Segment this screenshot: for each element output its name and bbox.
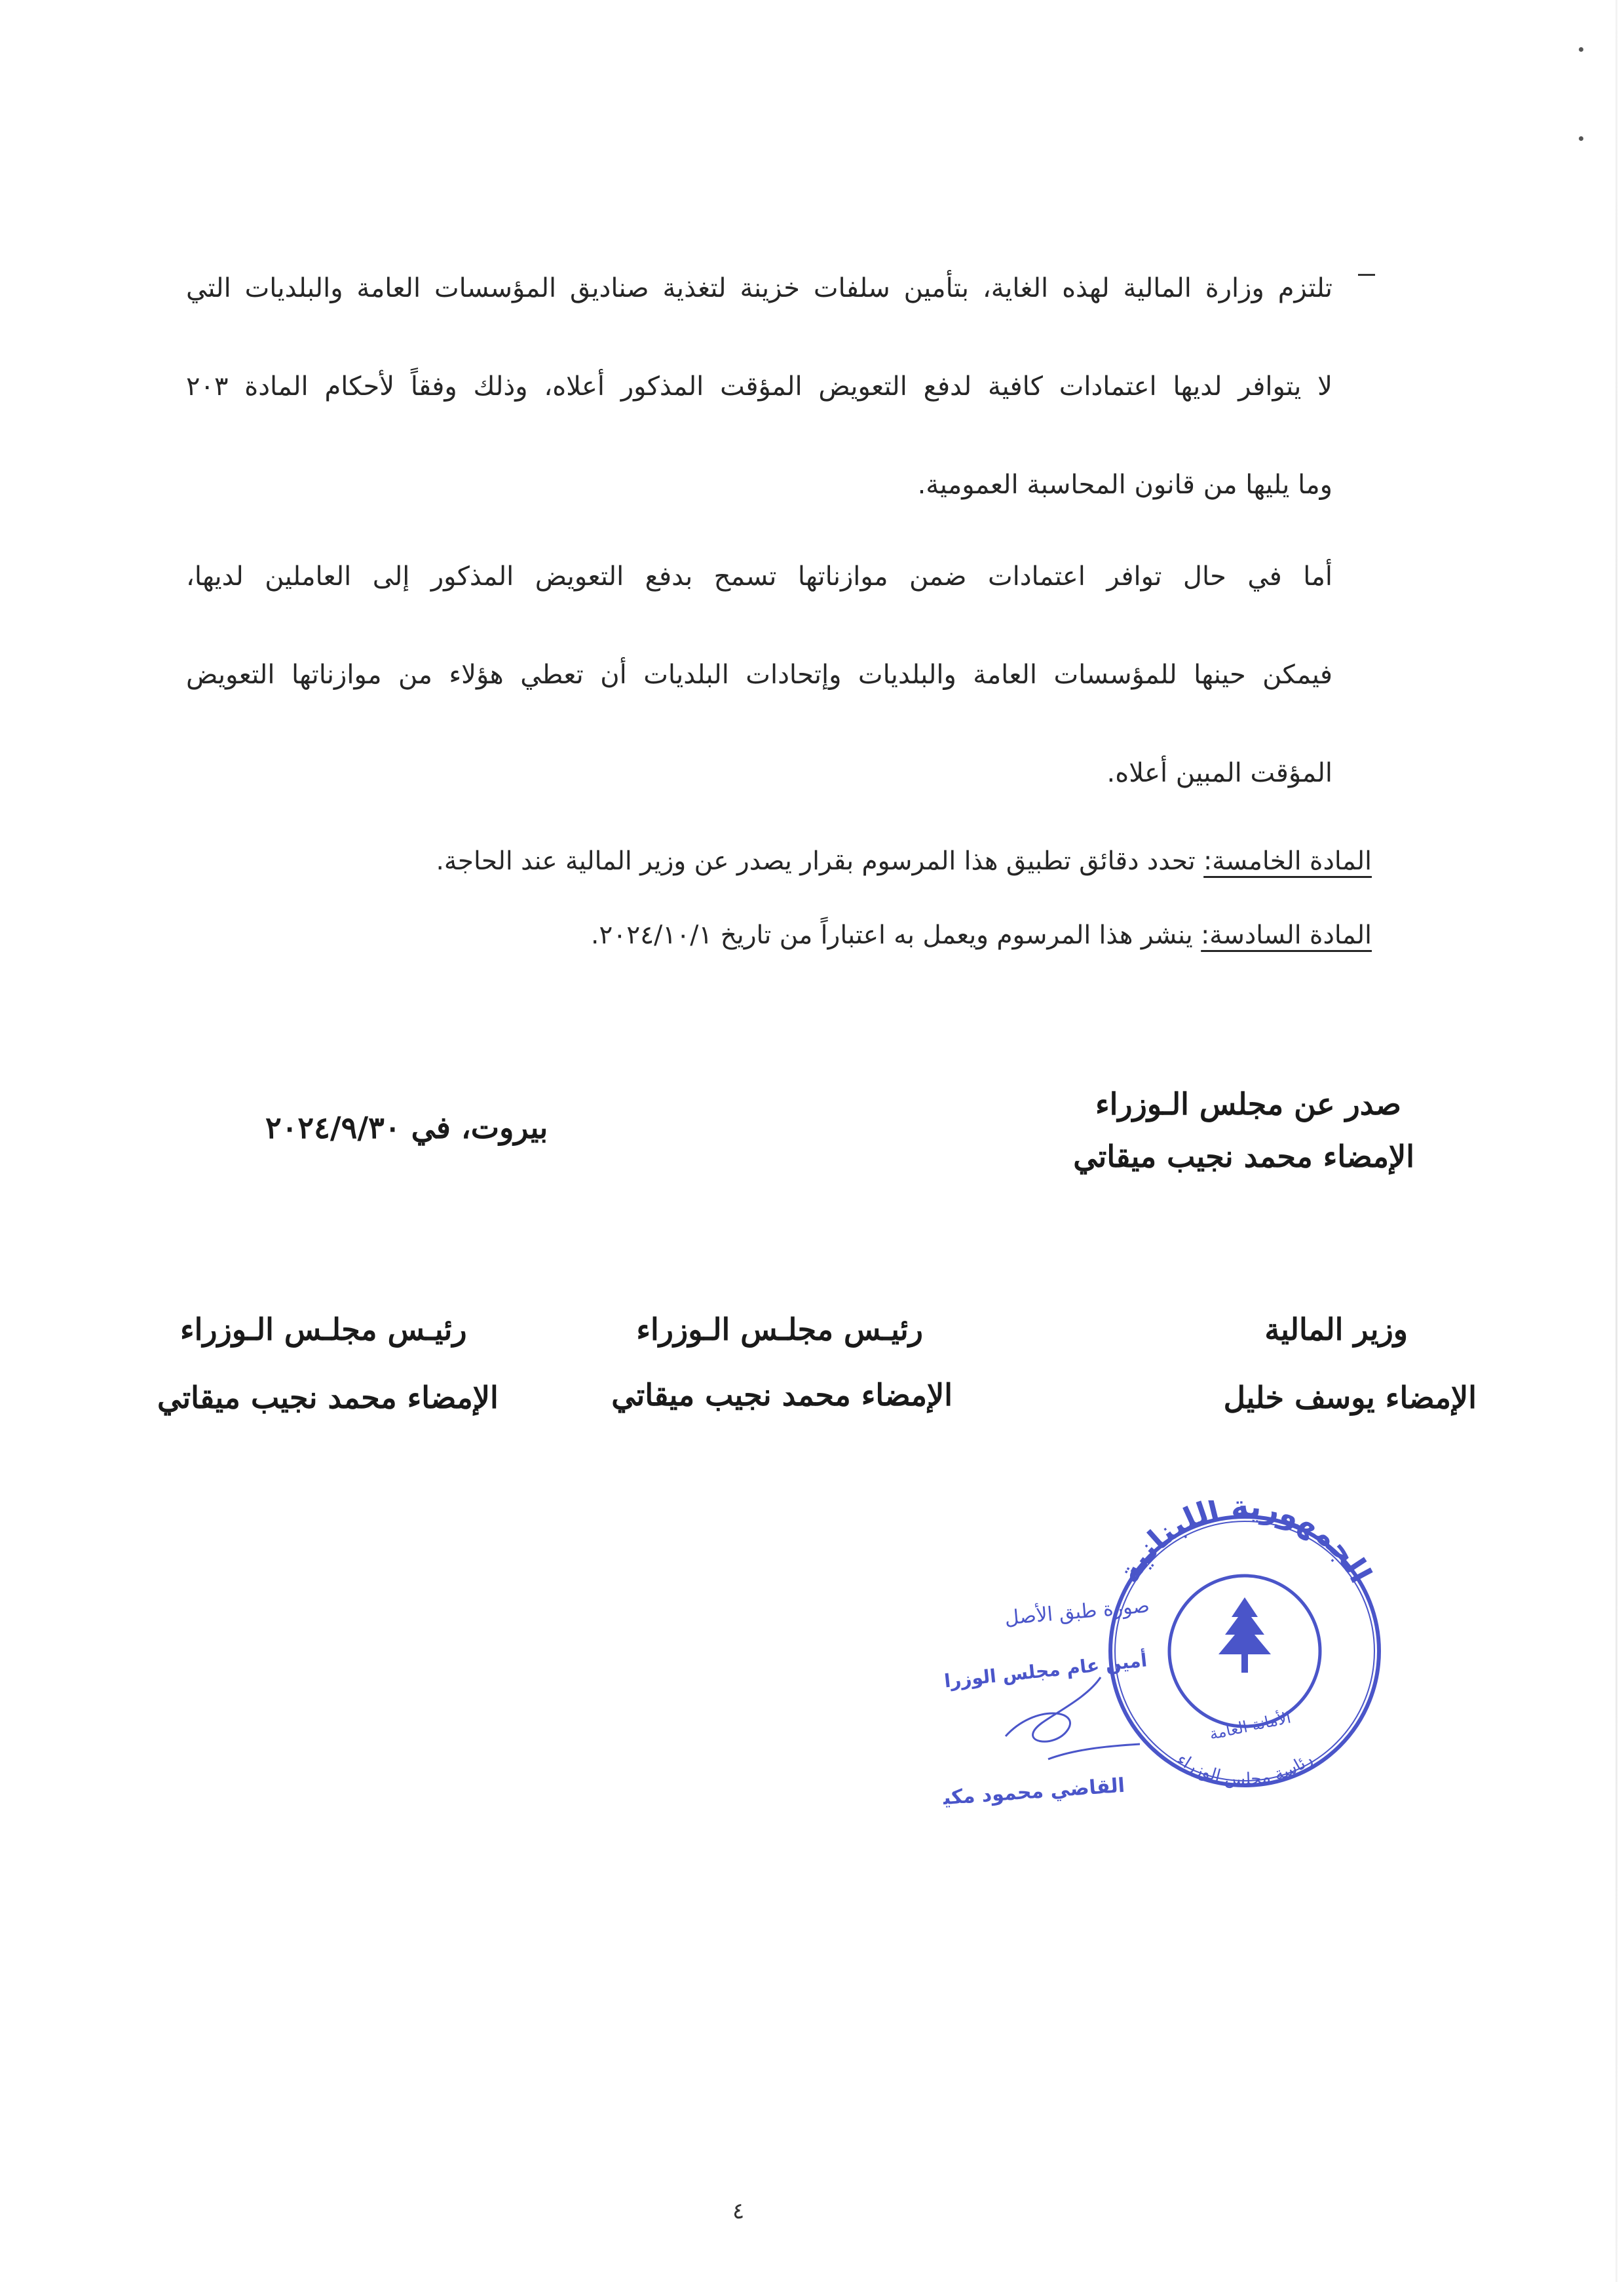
paragraph-line-2: لا يتوافر لديها اعتمادات كافية لدفع التعويض المؤقت المذكور أعلاه، وذلك وفقاً لأحكام المادة ٢٠٣: [186, 371, 1332, 402]
place-date: بيروت، في ٢٠٢٤/٩/٣٠: [265, 1110, 548, 1145]
article-6: [591, 916, 1372, 955]
scan-speck: [1579, 136, 1583, 141]
svg-text:أمين عام مجلس الوزراء: أمين عام مجلس الوزراء: [943, 1649, 1148, 1693]
article-6-text: ينشر هذا المرسوم ويعمل به اعتباراً من تاريخ ٢٠٢٤/١٠/١.: [590, 921, 1201, 950]
official-stamp-graphic: [943, 1500, 1415, 1841]
paragraph-line-5: فيمكن حينها للمؤسسات العامة والبلديات وإتحادات البلديات أن تعطي هؤلاء من موازناتها التعويض: [186, 660, 1332, 690]
svg-text:الجمهورية اللبنانية: الجمهورية اللبنانية: [1110, 1500, 1379, 1589]
article-5: [436, 842, 1372, 881]
issued-line-1: صدر عن مجلس الـوزراء: [1095, 1086, 1401, 1122]
article-5-label: المادة الخامسة:: [1203, 846, 1372, 876]
svg-text:الأمانة العامة: الأمانة العامة: [1207, 1708, 1293, 1743]
cedar-icon: [1218, 1597, 1271, 1673]
svg-text:القاضي محمود مكيه: القاضي محمود مكيه: [943, 1774, 1126, 1811]
paragraph-line-3: وما يليها من قانون المحاسبة العمومية.: [917, 470, 1332, 500]
svg-text:صورة طبق الأصل: صورة طبق الأصل: [1004, 1594, 1151, 1630]
signatory-3-signature: الإمضاء محمد نجيب ميقاتي: [157, 1380, 499, 1415]
signatory-2-title: رئيـس مجلـس الـوزراء: [636, 1312, 923, 1347]
bullet-dash: [1358, 274, 1375, 276]
signatory-2-signature: الإمضاء محمد نجيب ميقاتي: [611, 1377, 953, 1413]
page-number: ٤: [732, 2198, 745, 2224]
article-6-label: المادة السادسة:: [1201, 921, 1372, 950]
article-5-text: تحدد دقائق تطبيق هذا المرسوم بقرار يصدر عن وزير المالية عند الحاجة.: [436, 846, 1204, 876]
signatory-1-title: وزير المالية: [1264, 1312, 1408, 1347]
paragraph-line-6: المؤقت المبين أعلاه.: [1106, 758, 1332, 788]
svg-text:رئاسة مجلس الوزراء: رئاسة مجلس الوزراء: [1173, 1749, 1317, 1790]
signatory-1-signature: الإمضاء يوسف خليل: [1223, 1380, 1477, 1415]
official-stamp: [943, 1500, 1415, 1841]
signatory-3-title: رئيـس مجلـس الـوزراء: [180, 1312, 467, 1347]
paragraph-line-1: تلتزم وزارة المالية لهذه الغاية، بتأمين سلفات خزينة لتغذية صناديق المؤسسات العامة والبلديات التي: [186, 273, 1332, 303]
scan-edge-line: [1615, 0, 1617, 2282]
issued-line-2: الإمضاء محمد نجيب ميقاتي: [1073, 1139, 1414, 1174]
paragraph-line-4: أما في حال توافر اعتمادات ضمن موازناتها تسمح بدفع التعويض المذكور إلى العاملين لديها،: [186, 561, 1332, 592]
scan-speck: [1579, 47, 1583, 52]
